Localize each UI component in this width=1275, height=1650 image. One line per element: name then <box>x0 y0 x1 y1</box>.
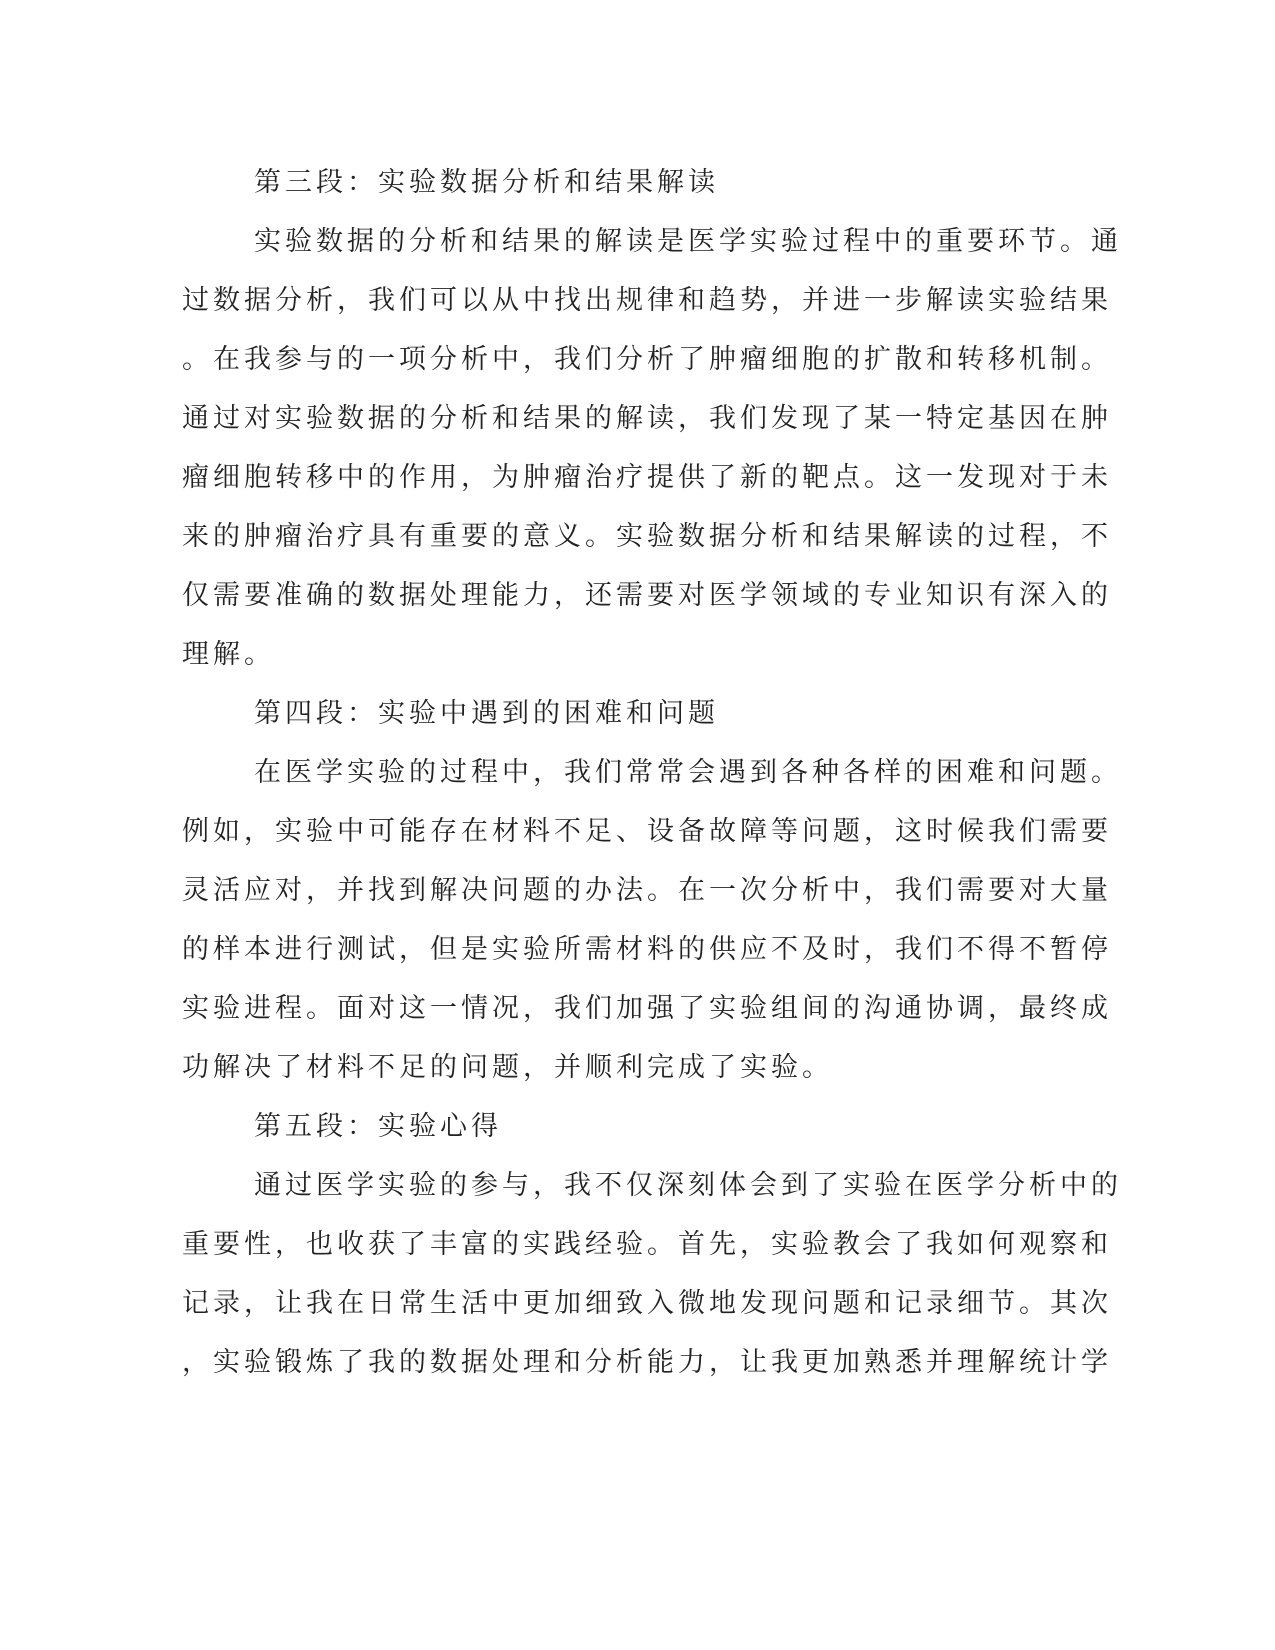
paragraph-line: ，实验锻炼了我的数据处理和分析能力，让我更加熟悉并理解统计学 <box>182 1347 1112 1378</box>
paragraph-line: 来的肿瘤治疗具有重要的意义。实验数据分析和结果解读的过程，不 <box>182 521 1112 552</box>
paragraph-line: 瘤细胞转移中的作用，为肿瘤治疗提供了新的靶点。这一发现对于未 <box>182 462 1112 493</box>
paragraph-line: 过数据分析，我们可以从中找出规律和趋势，并进一步解读实验结果 <box>182 285 1112 316</box>
paragraph-line: 在医学实验的过程中，我们常常会遇到各种各样的困难和问题。 <box>254 757 1122 788</box>
paragraph-line: 灵活应对，并找到解决问题的办法。在一次分析中，我们需要对大量 <box>182 875 1112 906</box>
section-heading-4: 第四段：实验中遇到的困难和问题 <box>254 698 719 729</box>
paragraph-line: 通过医学实验的参与，我不仅深刻体会到了实验在医学分析中的 <box>254 1170 1122 1201</box>
section-heading-3: 第三段：实验数据分析和结果解读 <box>254 167 719 198</box>
document-body <box>182 160 1122 1399</box>
paragraph-line: 实验数据的分析和结果的解读是医学实验过程中的重要环节。通 <box>254 226 1122 257</box>
paragraph-line: 的样本进行测试，但是实验所需材料的供应不及时，我们不得不暂停 <box>182 934 1112 965</box>
paragraph-line: 记录，让我在日常生活中更加细致入微地发现问题和记录细节。其次 <box>182 1288 1112 1319</box>
paragraph-line: 通过对实验数据的分析和结果的解读，我们发现了某一特定基因在肿 <box>182 403 1112 434</box>
paragraph-line: 。在我参与的一项分析中，我们分析了肿瘤细胞的扩散和转移机制。 <box>182 344 1112 375</box>
paragraph-line: 功解决了材料不足的问题，并顺利完成了实验。 <box>182 1052 833 1083</box>
paragraph-line: 仅需要准确的数据处理能力，还需要对医学领域的专业知识有深入的 <box>182 580 1112 611</box>
paragraph-line: 重要性，也收获了丰富的实践经验。首先，实验教会了我如何观察和 <box>182 1229 1112 1260</box>
paragraph-line: 理解。 <box>182 639 275 670</box>
section-heading-5: 第五段：实验心得 <box>254 1111 502 1142</box>
paragraph-line: 例如，实验中可能存在材料不足、设备故障等问题，这时候我们需要 <box>182 816 1112 847</box>
paragraph-line: 实验进程。面对这一情况，我们加强了实验组间的沟通协调，最终成 <box>182 993 1112 1024</box>
